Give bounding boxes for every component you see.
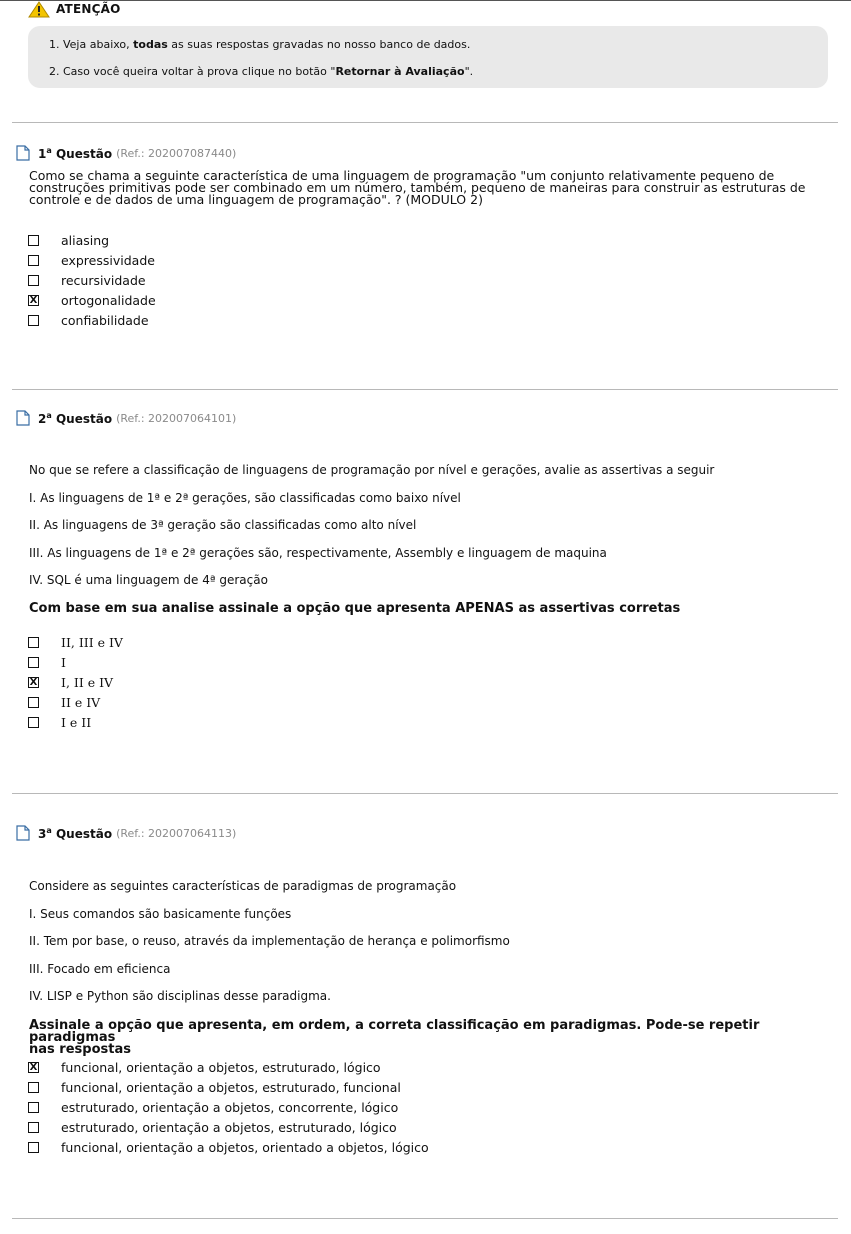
divider bbox=[12, 1218, 838, 1219]
question-title: 3$^a$ Questão bbox=[38, 825, 113, 841]
document-icon bbox=[16, 825, 30, 841]
option-label: funcional, orientação a objetos, estruturado, lógico bbox=[61, 1059, 381, 1075]
option[interactable] bbox=[28, 290, 156, 310]
document-icon bbox=[16, 145, 30, 161]
checkbox-checked[interactable]: X bbox=[29, 1061, 38, 1073]
option[interactable] bbox=[28, 672, 123, 692]
checkbox[interactable] bbox=[28, 657, 39, 668]
option[interactable] bbox=[28, 1097, 429, 1117]
option[interactable] bbox=[28, 1057, 429, 1077]
option[interactable] bbox=[28, 230, 156, 250]
question-intro: No que se refere a classificação de linguagens de programação por nível e gerações, avalie as assertivas a seguir bbox=[29, 463, 715, 477]
statement: III. Focado em eficienca bbox=[29, 962, 171, 976]
warning-triangle-icon bbox=[28, 1, 50, 18]
document-icon bbox=[16, 410, 30, 426]
option-label: ortogonalidade bbox=[61, 292, 156, 308]
option-label: recursividade bbox=[61, 272, 146, 288]
divider bbox=[12, 793, 838, 794]
option[interactable] bbox=[28, 250, 156, 270]
prompt-line: nas respostas bbox=[29, 1042, 131, 1057]
checkbox[interactable] bbox=[28, 1082, 39, 1093]
statement: I. As linguagens de 1ª e 2ª gerações, são classificadas como baixo nível bbox=[29, 491, 461, 505]
checkbox[interactable] bbox=[28, 275, 39, 286]
option-label: confiabilidade bbox=[61, 312, 149, 328]
option[interactable] bbox=[28, 652, 123, 672]
checkbox[interactable] bbox=[28, 235, 39, 246]
question-title: 1$^a$ Questão bbox=[38, 145, 113, 161]
option[interactable] bbox=[28, 712, 123, 732]
checkbox[interactable] bbox=[28, 1122, 39, 1133]
option[interactable] bbox=[28, 1137, 429, 1157]
question-text-line: construções primitivas pode ser combinado em um número, também, pequeno de maneiras para construir as estruturas de bbox=[29, 180, 806, 195]
divider bbox=[12, 389, 838, 390]
question-ref: (Ref.: 202007064101) bbox=[116, 411, 237, 425]
question-2 bbox=[16, 409, 836, 427]
question-ref: (Ref.: 202007087440) bbox=[116, 146, 237, 160]
option[interactable] bbox=[28, 1117, 429, 1137]
question-prompt: Com base em sua analise assinale a opção que apresenta APENAS as assertivas corretas bbox=[29, 601, 681, 616]
statement: II. As linguagens de 3ª geração são classificadas como alto nível bbox=[29, 518, 417, 532]
question-text-line: controle e de dados de uma linguagem de programação". ? (MODULO 2) bbox=[29, 192, 483, 207]
checkbox-checked[interactable]: X bbox=[29, 676, 38, 688]
statement: IV. LISP e Python são disciplinas desse paradigma. bbox=[29, 989, 331, 1003]
top-border bbox=[0, 0, 851, 1]
checkbox[interactable] bbox=[28, 1102, 39, 1113]
options-list bbox=[28, 1057, 429, 1157]
option-label: II, III e IV bbox=[61, 634, 123, 650]
checkbox[interactable] bbox=[28, 637, 39, 648]
question-title: 2$^a$ Questão bbox=[38, 410, 113, 426]
checkbox[interactable] bbox=[28, 1142, 39, 1153]
statement: I. Seus comandos são basicamente funções bbox=[29, 907, 292, 921]
checkbox-checked[interactable]: X bbox=[29, 294, 38, 306]
option-label: estruturado, orientação a objetos, estruturado, lógico bbox=[61, 1119, 397, 1135]
question-ref: (Ref.: 202007064113) bbox=[116, 826, 237, 840]
attention-title: ATENÇÃO bbox=[56, 2, 121, 16]
question-text-line: Como se chama a seguinte característica de uma linguagem de programação "um conjunto relativamente pequeno de bbox=[29, 168, 775, 183]
statement: II. Tem por base, o reuso, através da implementação de herança e polimorfismo bbox=[29, 934, 510, 948]
attention-box bbox=[28, 26, 828, 88]
statement: IV. SQL é uma linguagem de 4ª geração bbox=[29, 573, 268, 587]
option-label: aliasing bbox=[61, 232, 110, 248]
prompt-line: Assinale a opção que apresenta, em ordem, a correta classificação em paradigmas. Pode-se repetir paradigmas bbox=[29, 1018, 760, 1045]
question-header bbox=[16, 409, 836, 427]
checkbox[interactable] bbox=[28, 255, 39, 266]
checkbox[interactable] bbox=[28, 717, 39, 728]
question-prompt bbox=[29, 1020, 829, 1056]
checkbox[interactable] bbox=[28, 315, 39, 326]
option-label: I, II e IV bbox=[61, 674, 114, 690]
options-list bbox=[28, 632, 123, 732]
options-list bbox=[28, 230, 156, 330]
option-label: II e IV bbox=[61, 694, 101, 710]
option[interactable] bbox=[28, 1077, 429, 1097]
question-header bbox=[16, 144, 836, 162]
statement: III. As linguagens de 1ª e 2ª gerações são, respectivamente, Assembly e linguagem de maquina bbox=[29, 546, 607, 560]
option-label: funcional, orientação a objetos, estruturado, funcional bbox=[61, 1079, 401, 1095]
option-label: expressividade bbox=[61, 252, 155, 268]
question-1 bbox=[16, 144, 836, 162]
question-text bbox=[29, 170, 829, 206]
option[interactable] bbox=[28, 632, 123, 652]
question-3 bbox=[16, 824, 836, 842]
option[interactable] bbox=[28, 270, 156, 290]
divider bbox=[12, 122, 838, 123]
option-label: I bbox=[61, 654, 66, 670]
option-label: funcional, orientação a objetos, orientado a objetos, lógico bbox=[61, 1139, 429, 1155]
option[interactable] bbox=[28, 692, 123, 712]
attention-line-1: 1. Veja abaixo, todas as suas respostas gravadas no nosso banco de dados. bbox=[49, 38, 471, 51]
question-header bbox=[16, 824, 836, 842]
attention-line-2: 2. Caso você queira voltar à prova clique no botão "Retornar à Avaliação". bbox=[49, 65, 474, 78]
option-label: estruturado, orientação a objetos, concorrente, lógico bbox=[61, 1099, 399, 1115]
option[interactable] bbox=[28, 310, 156, 330]
checkbox[interactable] bbox=[28, 697, 39, 708]
attention-header bbox=[28, 0, 120, 18]
option-label: I e II bbox=[61, 714, 92, 730]
question-intro: Considere as seguintes características de paradigmas de programação bbox=[29, 879, 457, 893]
